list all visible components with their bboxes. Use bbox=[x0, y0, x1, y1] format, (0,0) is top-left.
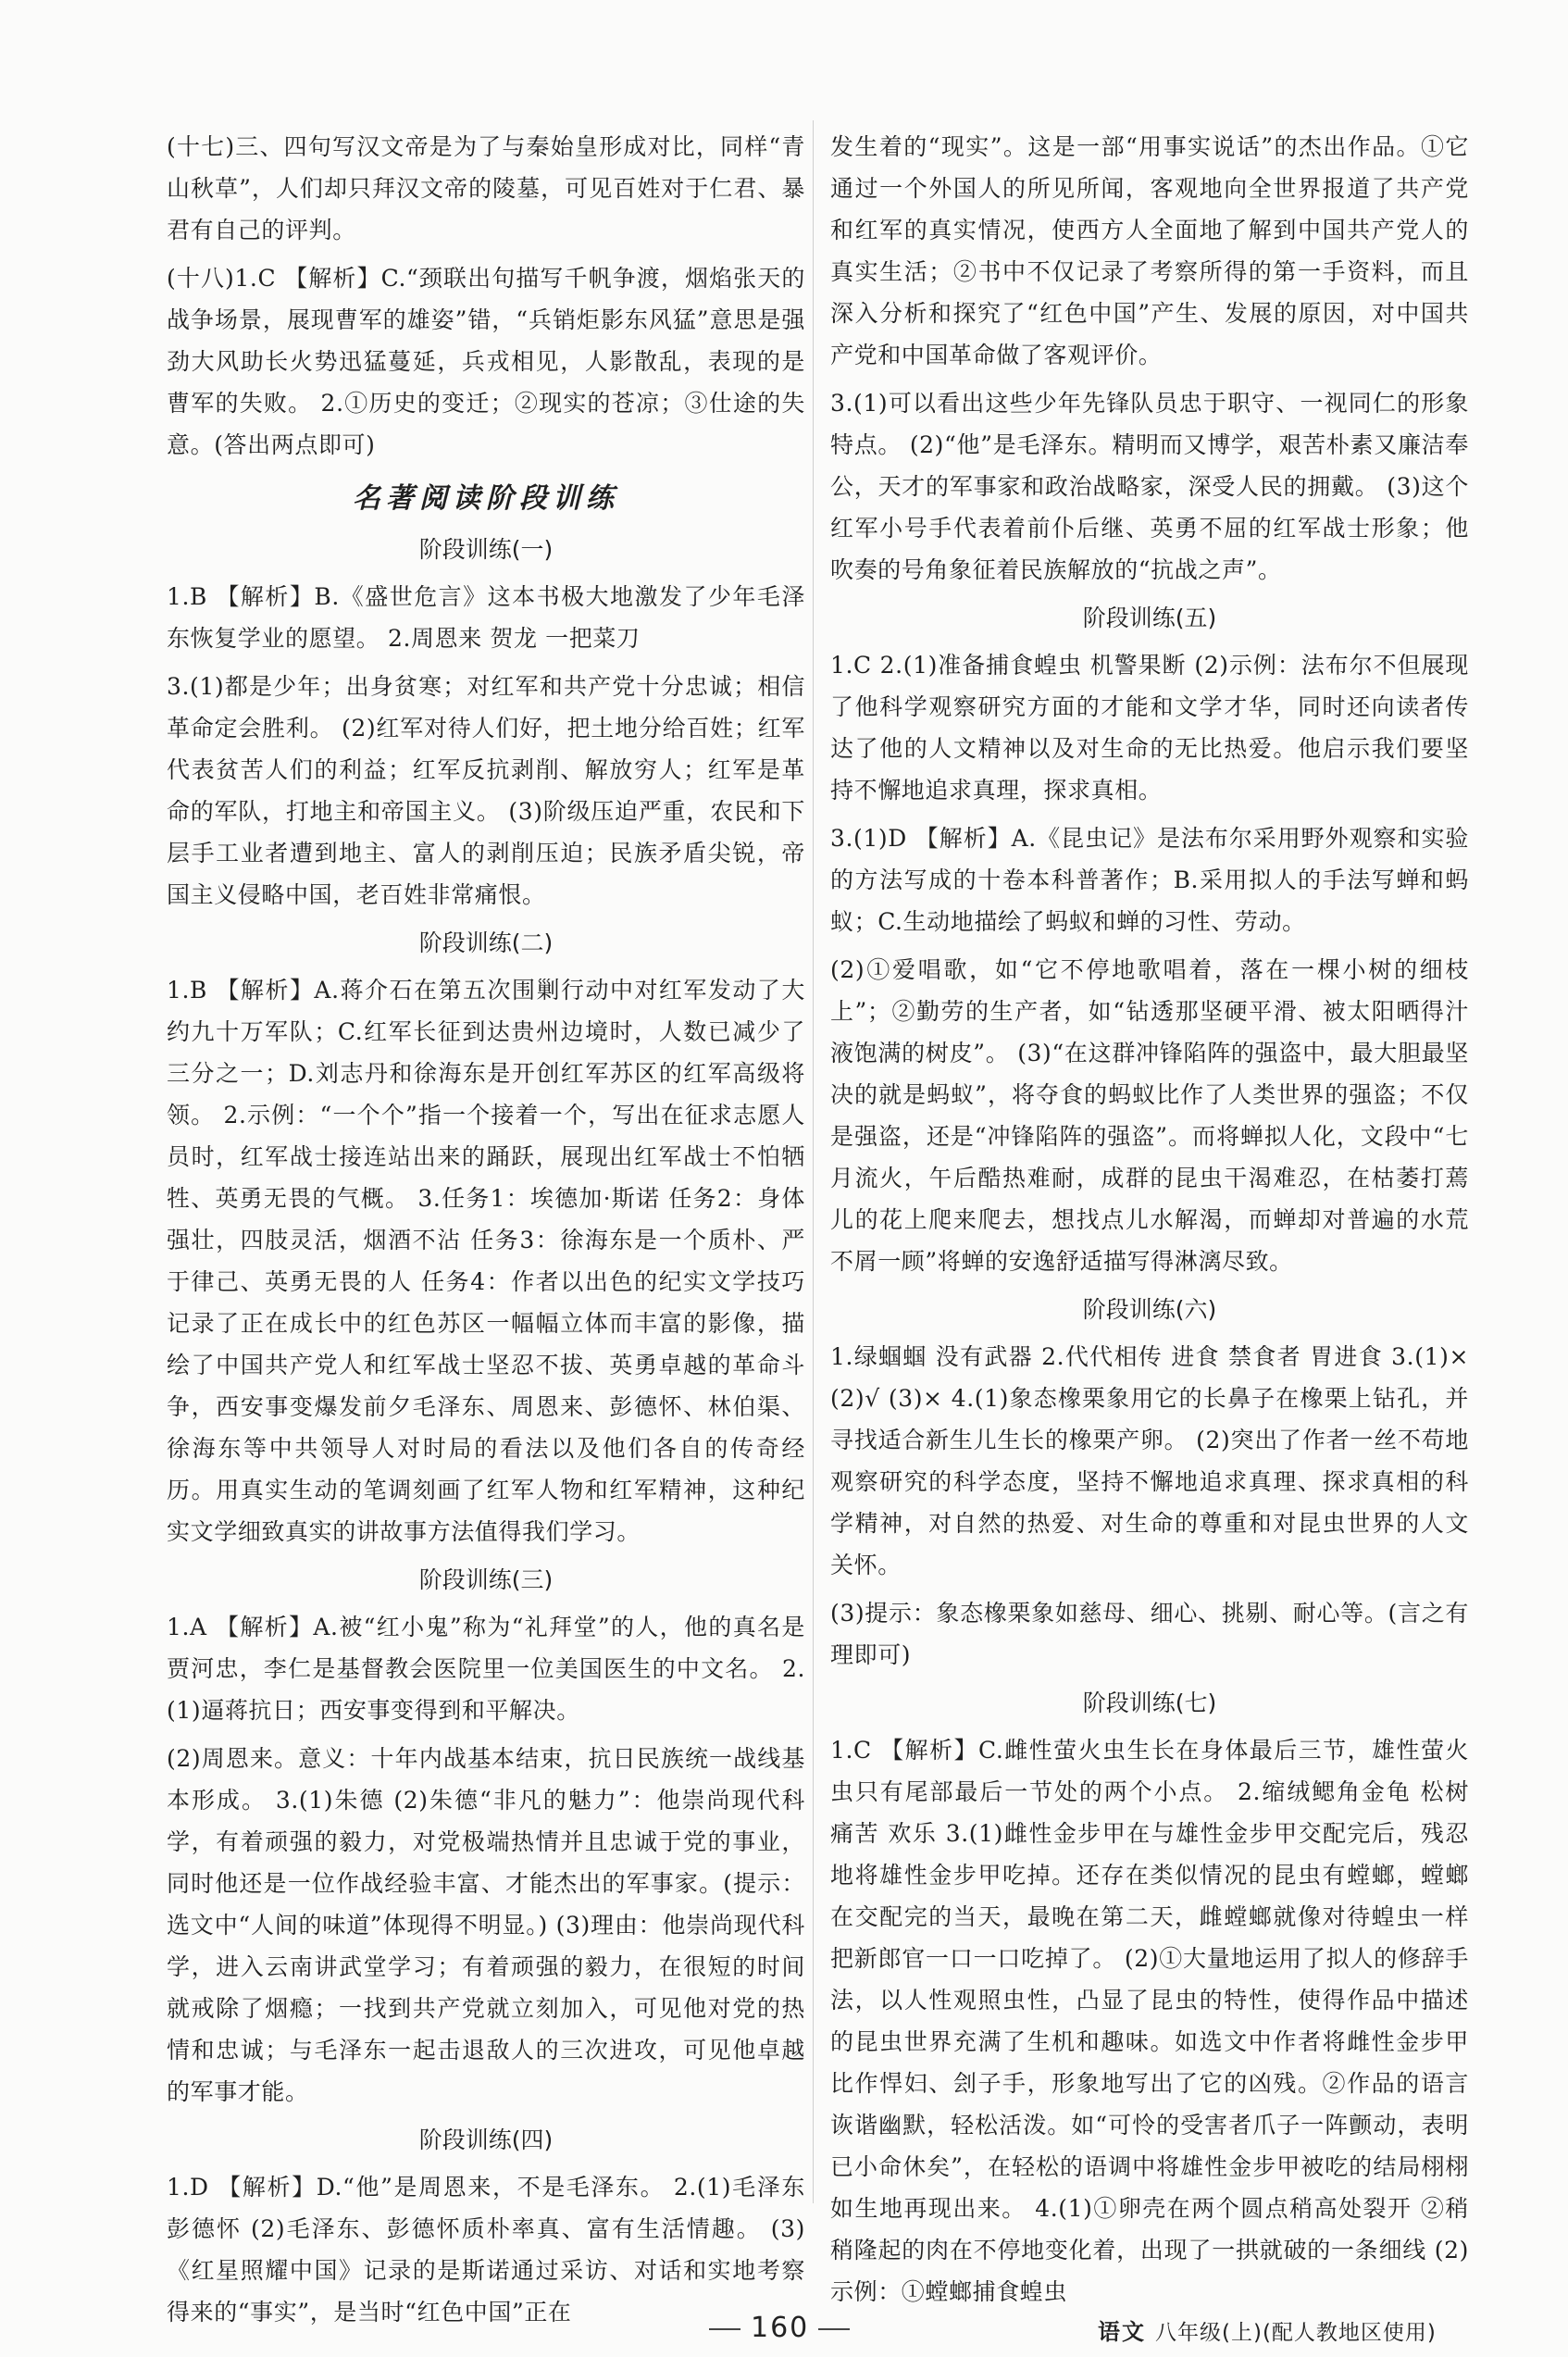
stage-title: 阶段训练(二) bbox=[418, 929, 554, 956]
answer-paragraph: 发生着的“现实”。这是一部“用事实说话”的杰出作品。①它通过一个外国人的所见所闻，客观地向全世界报道了共产党和红军的真实情况，使西方人全面地了解到中国共产党人的真实生活；②书中不仅记录了考察所得的第一手资料，而且深入分析和探究了“红色中国”产生、发展的原因，对中国共产党和中国革命做了客观评价。 bbox=[830, 133, 1469, 368]
answer-paragraph: 1.绿蝈蝈 没有武器 2.代代相传 进食 禁食者 胃进食 3.(1)× (2)√ (3)× 4.(1)象态橡栗象用它的长鼻子在橡栗上钻孔，并寻找适合新生儿生长的橡栗产卵。 (2)突出了作者一丝不苟地观察研究的科学态度，坚持不懈地追求真理、探求真相的科学精神，对自然的热爱、对生命的尊重和对昆虫世界的人文关怀。 bbox=[830, 1343, 1469, 1578]
answer-paragraph: (2)周恩来。意义：十年内战基本结束，抗日民族统一战线基本形成。 3.(1)朱德 (2)朱德“非凡的魅力”：他崇尚现代科学，有着顽强的毅力，对党极端热情并且忠诚于党的事业，同时他还是一位作战经验丰富、才能杰出的军事家。(提示：选文中“人间的味道”体现得不明显。) (3)理由：他崇尚现代科学，进入云南讲武堂学习；有着顽强的毅力，在很短的时间就戒除了烟瘾；一找到共产党就立刻加入，可见他对党的热情和忠诚；与毛泽东一起击退敌人的三次进攻，可见他卓越的军事才能。 bbox=[167, 1745, 805, 2105]
answer-paragraph: 3.(1)都是少年；出身贫寒；对红军和共产党十分忠诚；相信革命定会胜利。 (2)红军对待人们好，把土地分给百姓；红军代表贫苦人们的利益；红军反抗剥削、解放穷人；红军是革命的军队，打地主和帝国主义。 (3)阶级压迫严重，农民和下层手工业者遭到地主、富人的剥削压迫；民族矛盾尖锐，帝国主义侵略中国，老百姓非常痛恨。 bbox=[167, 673, 805, 908]
stage-title: 阶段训练(一) bbox=[418, 536, 554, 563]
stage-title: 阶段训练(四) bbox=[418, 2126, 554, 2153]
right-column bbox=[830, 126, 1469, 2319]
section-title: 名著阅读阶段训练 bbox=[353, 482, 619, 515]
stage-title: 阶段训练(七) bbox=[1082, 1690, 1217, 1716]
answer-paragraph: 1.B 【解析】A.蒋介石在第五次围剿行动中对红军发动了大约九十万军队；C.红军长征到达贵州边境时，人数已减少了三分之一；D.刘志丹和徐海东是开创红军苏区的红军高级将领。 2.示例：“一个个”指一个接着一个，写出在征求志愿人员时，红军战士接连站出来的踊跃，展现出红军战士不怕牺牲、英勇无畏的气概。 3.任务1：埃德加·斯诺 任务2：身体强壮，四肢灵活，烟酒不沾 任务3：徐海东是一个质朴、严于律己、英勇无畏的人 任务4：作者以出色的纪实文学技巧记录了正在成长中的红色苏区一幅幅立体而丰富的影像，描绘了中国共产党人和红军战士坚忍不拔、英勇卓越的革命斗争，西安事变爆发前夕毛泽东、周恩来、彭德怀、林伯渠、徐海东等中共领导人对时局的看法以及他们各自的传奇经历。用真实生动的笔调刻画了红军人物和红军精神，这种纪实文学细致真实的讲故事方法值得我们学习。 bbox=[167, 977, 805, 1545]
footer-grade: 八年级(上)(配人教地区使用) bbox=[1155, 2321, 1437, 2345]
answer-paragraph: (十七)三、四句写汉文帝是为了与秦始皇形成对比，同样“青山秋草”，人们却只拜汉文帝的陵墓，可见百姓对于仁君、暴君有自己的评判。 bbox=[167, 133, 805, 243]
answer-paragraph: 3.(1)可以看出这些少年先锋队员忠于职守、一视同仁的形象特点。 (2)“他”是毛泽东。精明而又博学，艰苦朴素又廉洁奉公，天才的军事家和政治战略家，深受人民的拥戴。 (3)这个红军小号手代表着前仆后继、英勇不屈的红军战士形象；他吹奏的号角象征着民族解放的“抗战之声”。 bbox=[830, 390, 1469, 583]
answer-paragraph: 1.B 【解析】B.《盛世危言》这本书极大地激发了少年毛泽东恢复学业的愿望。 2.周恩来 贺龙 一把菜刀 bbox=[167, 583, 805, 652]
answer-paragraph: 1.C 2.(1)准备捕食蝗虫 机警果断 (2)示例：法布尔不但展现了他科学观察研究方面的才能和文学才华，同时还向读者传达了他的人文精神以及对生命的无比热爱。他启示我们要坚持不懈地追求真理，探求真相。 bbox=[830, 652, 1469, 804]
column-divider bbox=[813, 120, 814, 2203]
stage-title: 阶段训练(五) bbox=[1082, 605, 1217, 631]
page-footer bbox=[0, 2312, 1568, 2349]
footer-subject: 语文 bbox=[1098, 2319, 1146, 2345]
answer-paragraph: (2)①爱唱歌，如“它不停地歌唱着，落在一棵小树的细枝上”；②勤劳的生产者，如“钻透那坚硬平滑、被太阳晒得汁液饱满的树皮”。 (3)“在这群冲锋陷阵的强盗中，最大胆最坚决的就是蚂蚁”，将夺食的蚂蚁比作了人类世界的强盗；不仅是强盗，还是“冲锋陷阵的强盗”。而将蝉拟人化，文段中“七月流火，午后酷热难耐，成群的昆虫干渴难忍，在枯萎打蔫儿的花上爬来爬去，想找点儿水解渴，而蝉却对普遍的水荒不屑一顾”将蝉的安逸舒适描写得淋漓尽致。 bbox=[830, 956, 1469, 1275]
stage-title: 阶段训练(六) bbox=[1082, 1296, 1217, 1323]
page-number: 160 bbox=[751, 2312, 810, 2344]
stage-title: 阶段训练(三) bbox=[418, 1566, 554, 1593]
answer-paragraph: (十八)1.C 【解析】C.“颈联出句描写千帆争渡，烟焰张天的战争场景，展现曹军的雄姿”错，“兵销炬影东风猛”意思是强劲大风助长火势迅猛蔓延，兵戎相见，人影散乱，表现的是曹军的失败。 2.①历史的变迁；②现实的苍凉；③仕途的失意。(答出两点即可) bbox=[167, 265, 805, 458]
footer-dash bbox=[709, 2328, 740, 2330]
answer-paragraph: 3.(1)D 【解析】A.《昆虫记》是法布尔采用野外观察和实验的方法写成的十卷本科普著作；B.采用拟人的手法写蝉和蚂蚁；C.生动地描绘了蚂蚁和蝉的习性、劳动。 bbox=[830, 825, 1469, 935]
footer-dash bbox=[818, 2328, 850, 2330]
answer-paragraph: 1.A 【解析】A.被“红小鬼”称为“礼拜堂”的人，他的真名是贾河忠，李仁是基督教会医院里一位美国医生的中文名。 2.(1)逼蒋抗日；西安事变得到和平解决。 bbox=[167, 1614, 805, 1724]
answer-paragraph: 1.D 【解析】D.“他”是周恩来，不是毛泽东。 2.(1)毛泽东 彭德怀 (2)毛泽东、彭德怀质朴率真、富有生活情趣。 (3)《红星照耀中国》记录的是斯诺通过采访、对话和实地考察得来的“事实”，是当时“红色中国”正在 bbox=[167, 2174, 805, 2326]
answer-paragraph: 1.C 【解析】C.雌性萤火虫生长在身体最后三节，雄性萤火虫只有尾部最后一节处的两个小点。 2.缩绒鳃角金龟 松树 痛苦 欢乐 3.(1)雌性金步甲在与雄性金步甲交配完后，残忍地将雄性金步甲吃掉。还存在类似情况的昆虫有螳螂，螳螂在交配完的当天，最晚在第二天，雌螳螂就像对待蝗虫一样把新郎官一口一口吃掉了。 (2)①大量地运用了拟人的修辞手法，以人性观照虫性，凸显了昆虫的特性，使得作品中描述的昆虫世界充满了生机和趣味。如选文中作者将雌性金步甲比作悍妇、刽子手，形象地写出了它的凶残。②作品的语言诙谐幽默，轻松活泼。如“可怜的受害者爪子一阵颤动，表明已小命休矣”，在轻松的语调中将雄性金步甲被吃的结局栩栩如生地再现出来。 4.(1)①卵壳在两个圆点稍高处裂开 ②稍稍隆起的肉在不停地变化着，出现了一拱就破的一条细线 (2)示例：①螳螂捕食蝗虫 bbox=[830, 1737, 1469, 2305]
left-column bbox=[167, 126, 805, 2339]
answer-paragraph: (3)提示：象态橡栗象如慈母、细心、挑剔、耐心等。(言之有理即可) bbox=[830, 1600, 1469, 1668]
